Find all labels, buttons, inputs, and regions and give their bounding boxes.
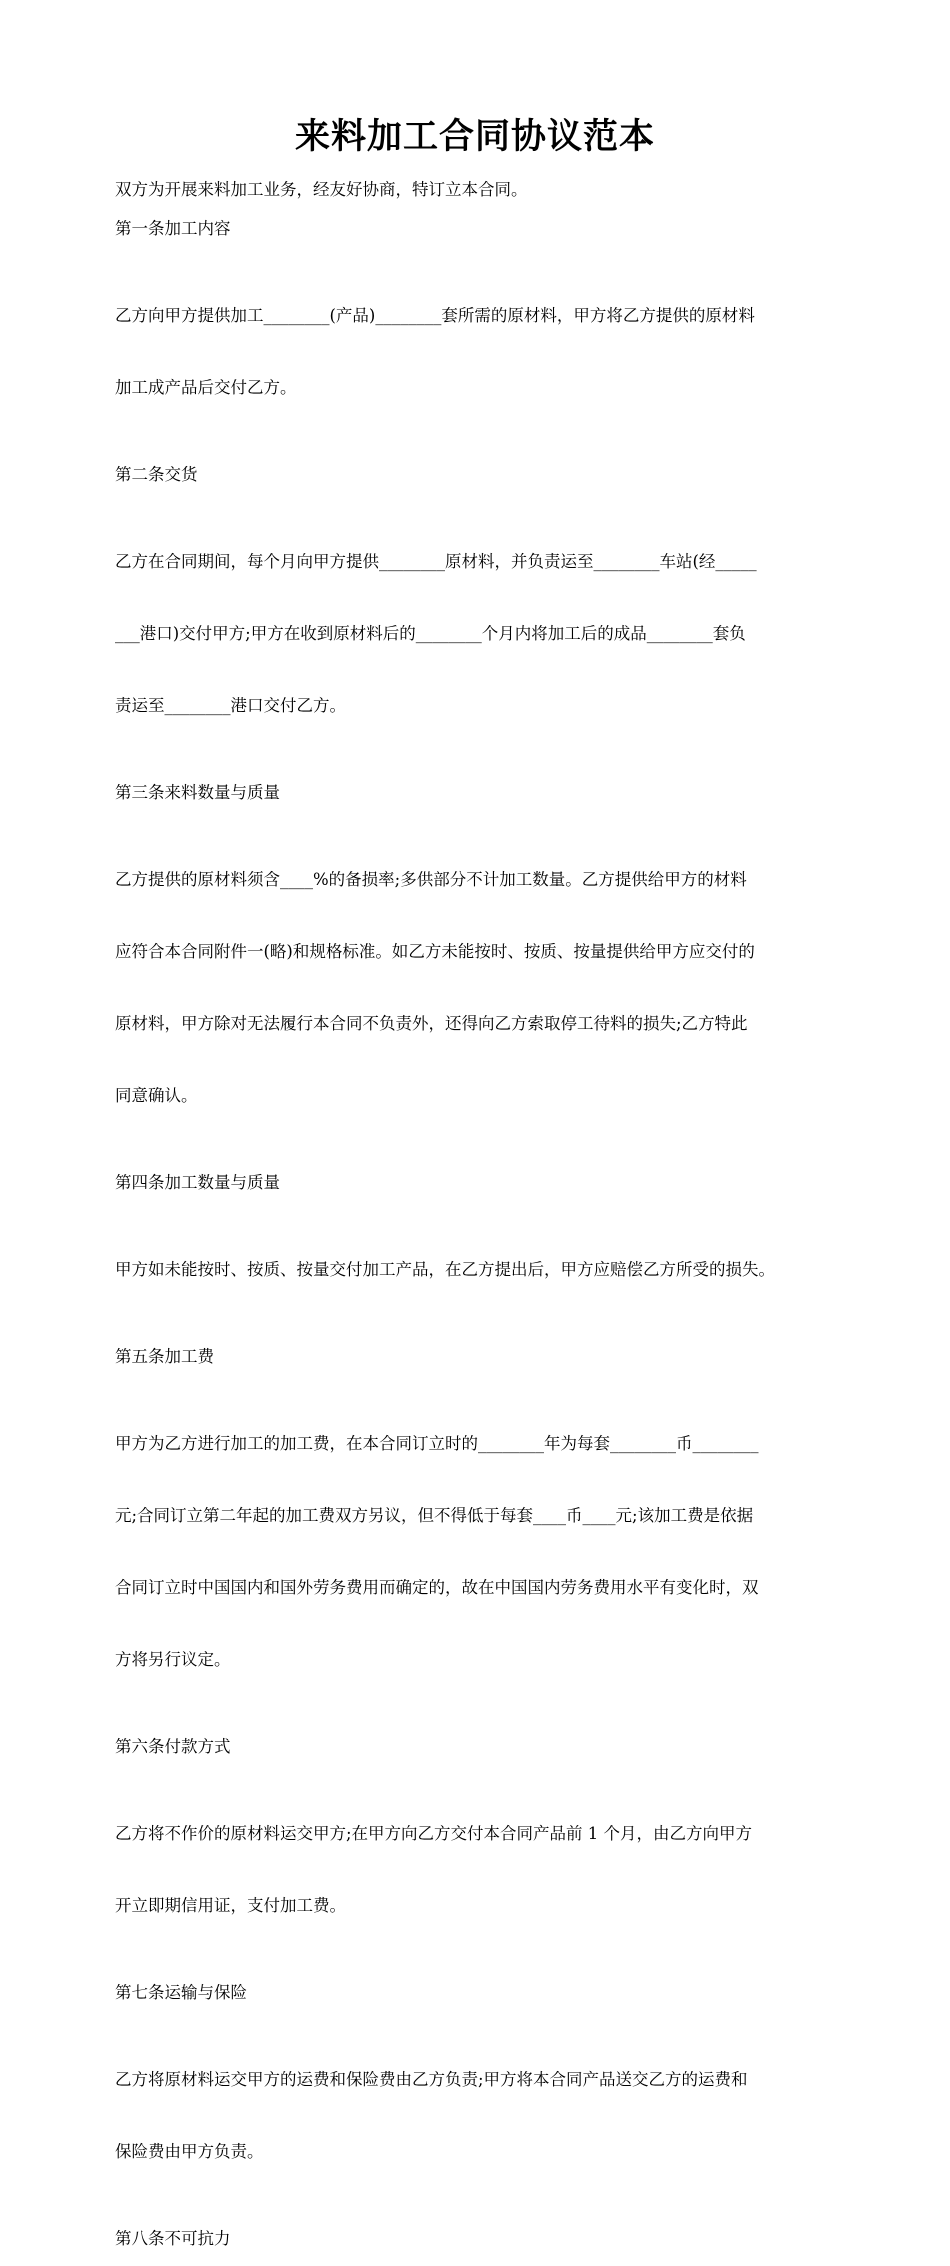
paragraph-line: 甲方为乙方进行加工的加工费，在本合同订立时的________年为每套________币________: [115, 1434, 759, 1453]
document-body: [115, 178, 855, 2266]
section-heading: 第六条付款方式: [115, 1737, 231, 1756]
section-heading: 第五条加工费: [115, 1347, 214, 1366]
section-2: [115, 463, 855, 766]
section-paragraph: [115, 1210, 855, 1330]
paragraph-line: 甲方如未能按时、按质、按量交付加工产品，在乙方提出后，甲方应赔偿乙方所受的损失。: [115, 1260, 775, 1279]
paragraph-line: 责运至________港口交付乙方。: [115, 696, 346, 715]
section-heading: 第一条加工内容: [115, 219, 231, 238]
section-paragraph: [115, 1384, 855, 1720]
section-paragraph: [115, 1774, 855, 1966]
paragraph-line: 同意确认。: [115, 1086, 198, 1105]
paragraph-line: 合同订立时中国国内和国外劳务费用而确定的，故在中国国内劳务费用水平有变化时，双: [115, 1578, 759, 1597]
intro-paragraph: 双方为开展来料加工业务，经友好协商，特订立本合同。: [115, 180, 528, 199]
paragraph-line: 乙方在合同期间，每个月向甲方提供________原材料，并负责运至________车站(经_____: [115, 552, 757, 571]
section-paragraph: [115, 256, 855, 448]
paragraph-line: 加工成产品后交付乙方。: [115, 378, 297, 397]
section-heading: 第八条不可抗力: [115, 2229, 231, 2248]
section-paragraph: [115, 820, 855, 1156]
paragraph-line: 乙方将不作价的原材料运交甲方;在甲方向乙方交付本合同产品前 1 个月，由乙方向甲方: [115, 1824, 753, 1843]
section-8: [115, 2227, 855, 2251]
paragraph-line: 保险费由甲方负责。: [115, 2142, 264, 2161]
section-7: [115, 1981, 855, 2212]
section-heading: 第二条交货: [115, 465, 198, 484]
paragraph-line: ___港口)交付甲方;甲方在收到原材料后的________个月内将加工后的成品________套负: [115, 624, 746, 643]
section-6: [115, 1735, 855, 1966]
section-heading: 第三条来料数量与质量: [115, 783, 280, 802]
paragraph-line: 开立即期信用证，支付加工费。: [115, 1896, 346, 1915]
section-4: [115, 1171, 855, 1330]
paragraph-line: 乙方将原材料运交甲方的运费和保险费由乙方负责;甲方将本合同产品送交乙方的运费和: [115, 2070, 748, 2089]
document-title: 来料加工合同协议范本: [294, 116, 655, 157]
section-5: [115, 1345, 855, 1720]
paragraph-line: 乙方提供的原材料须含____%的备损率;多供部分不计加工数量。乙方提供给甲方的材料: [115, 870, 747, 889]
section-3: [115, 781, 855, 1156]
paragraph-line: 原材料，甲方除对无法履行本合同不负责外，还得向乙方索取停工待料的损失;乙方特此: [115, 1014, 748, 1033]
paragraph-line: 元;合同订立第二年起的加工费双方另议，但不得低于每套____币____元;该加工费是依据: [115, 1506, 754, 1525]
section-1: [115, 217, 855, 448]
paragraph-line: 应符合本合同附件一(略)和规格标准。如乙方未能按时、按质、按量提供给甲方应交付的: [115, 942, 755, 961]
paragraph-line: 乙方向甲方提供加工________(产品)________套所需的原材料，甲方将乙方提供的原材料: [115, 306, 755, 325]
section-paragraph: [115, 502, 855, 766]
section-heading: 第四条加工数量与质量: [115, 1173, 280, 1192]
section-paragraph: [115, 2020, 855, 2212]
paragraph-line: 方将另行议定。: [115, 1650, 231, 1669]
section-heading: 第七条运输与保险: [115, 1983, 247, 2002]
